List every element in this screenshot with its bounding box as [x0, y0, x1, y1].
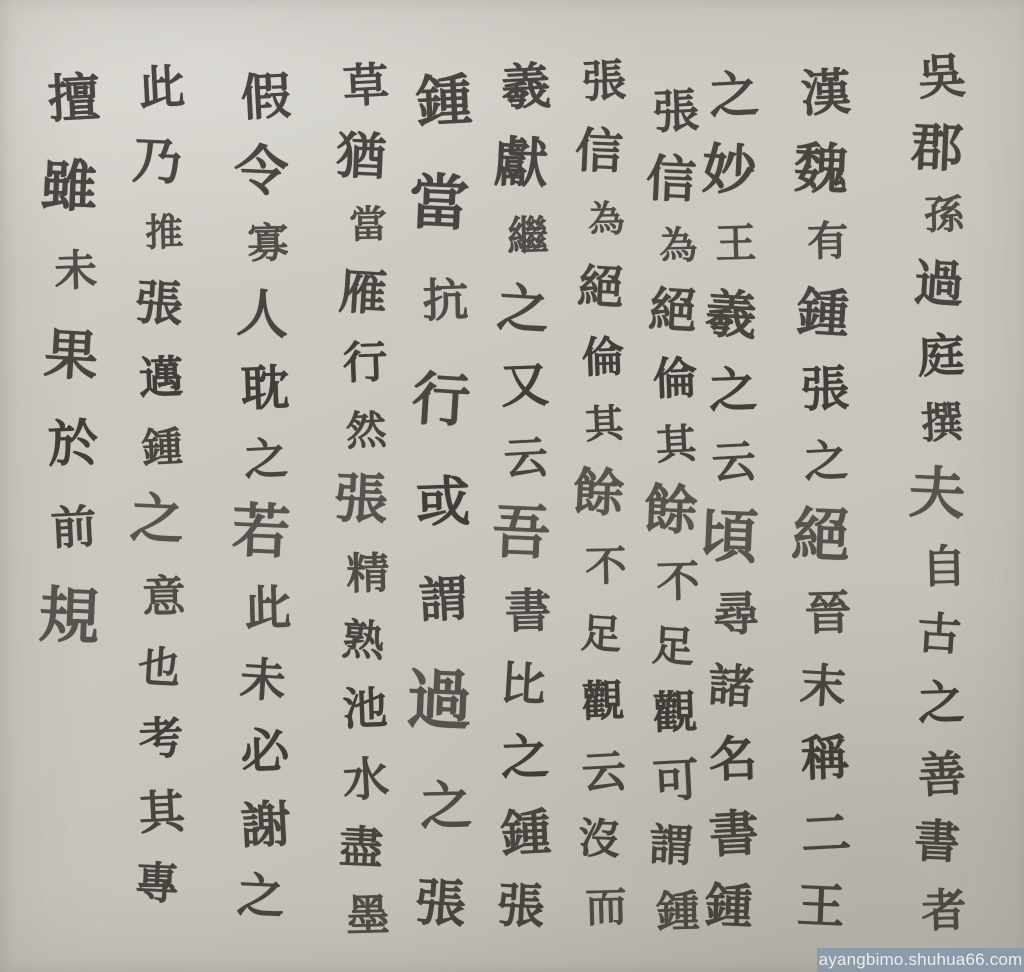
calligraphy-glyph: 過	[912, 253, 966, 315]
calligraphy-glyph: 者	[920, 884, 968, 938]
calligraphy-glyph: 邁	[137, 350, 185, 405]
calligraphy-column-1	[907, 47, 972, 938]
calligraphy-column-10	[128, 59, 192, 910]
calligraphy-column-3	[698, 65, 764, 936]
calligraphy-glyph: 羲	[499, 57, 553, 118]
calligraphy-glyph: 為	[587, 196, 625, 241]
calligraphy-column-5	[570, 53, 634, 932]
calligraphy-glyph: 倫	[651, 352, 699, 407]
calligraphy-column-4	[642, 83, 706, 938]
calligraphy-glyph: 謂	[418, 570, 470, 631]
calligraphy-glyph: 不	[655, 556, 701, 608]
calligraphy-glyph: 之	[236, 867, 286, 926]
calligraphy-glyph: 池	[341, 682, 389, 737]
calligraphy-glyph: 稱	[799, 730, 851, 788]
calligraphy-glyph: 之	[802, 435, 850, 489]
calligraphy-glyph: 規	[37, 578, 101, 653]
calligraphy-glyph: 之	[495, 278, 551, 342]
calligraphy-glyph: 又	[499, 357, 551, 415]
calligraphy-glyph: 張	[496, 877, 546, 936]
calligraphy-glyph: 鍾	[499, 803, 553, 865]
calligraphy-glyph: 考	[137, 712, 185, 766]
calligraphy-glyph: 人	[235, 282, 291, 346]
calligraphy-glyph: 二	[799, 804, 853, 865]
calligraphy-glyph: 擅	[46, 66, 102, 130]
calligraphy-glyph: 云	[710, 436, 758, 490]
calligraphy-glyph: 庭	[916, 327, 966, 384]
calligraphy-glyph: 當	[407, 166, 471, 240]
calligraphy-glyph: 當	[348, 201, 388, 247]
calligraphy-glyph: 足	[579, 608, 623, 659]
calligraphy-glyph: 鍾	[414, 66, 474, 135]
calligraphy-glyph: 猶	[334, 126, 388, 187]
calligraphy-glyph: 謝	[239, 795, 293, 856]
calligraphy-column-9	[230, 67, 296, 926]
calligraphy-glyph: 張	[133, 274, 185, 334]
calligraphy-glyph: 熟	[340, 615, 386, 667]
calligraphy-glyph: 於	[46, 413, 100, 474]
calligraphy-glyph: 之	[128, 487, 186, 553]
calligraphy-glyph: 假	[239, 67, 293, 128]
calligraphy-glyph: 吾	[490, 498, 552, 569]
calligraphy-glyph: 張	[580, 53, 628, 108]
calligraphy-glyph: 觀	[651, 686, 699, 740]
calligraphy-glyph: 郡	[909, 116, 965, 180]
calligraphy-glyph: 不	[584, 541, 628, 591]
calligraphy-glyph: 羲	[703, 284, 759, 348]
calligraphy-glyph: 餘	[642, 478, 700, 544]
calligraphy-glyph: 夫	[907, 459, 967, 528]
calligraphy-glyph: 鍾	[140, 423, 184, 473]
calligraphy-glyph: 盡	[337, 820, 385, 874]
calligraphy-glyph: 可	[651, 753, 701, 810]
calligraphy-glyph: 之	[242, 432, 290, 486]
calligraphy-column-11	[37, 66, 104, 653]
calligraphy-glyph: 繼	[506, 212, 550, 261]
calligraphy-glyph: 墨	[345, 890, 391, 942]
calligraphy-glyph: 信	[644, 149, 698, 211]
calligraphy-glyph: 之	[499, 729, 551, 787]
calligraphy-glyph: 王	[714, 218, 758, 268]
calligraphy-glyph: 令	[232, 139, 290, 205]
calligraphy-glyph: 晉	[803, 586, 853, 642]
calligraphy-glyph: 書	[503, 584, 553, 640]
calligraphy-glyph: 乃	[130, 131, 184, 192]
calligraphy-glyph: 漢	[799, 63, 853, 124]
calligraphy-glyph: 絕	[647, 281, 699, 341]
calligraphy-glyph: 行	[341, 336, 389, 391]
calligraphy-glyph: 張	[332, 467, 390, 533]
calligraphy-glyph: 絕	[790, 500, 852, 572]
calligraphy-glyph: 雖	[39, 152, 99, 221]
calligraphy-glyph: 專	[133, 856, 181, 910]
calligraphy-glyph: 前	[49, 501, 99, 557]
calligraphy-glyph: 水	[341, 752, 391, 809]
calligraphy-glyph: 末	[798, 658, 848, 715]
calligraphy-glyph: 足	[650, 621, 696, 673]
calligraphy-glyph: 為	[658, 222, 698, 268]
calligraphy-glyph: 古	[915, 607, 963, 662]
calligraphy-glyph: 張	[799, 361, 851, 419]
calligraphy-glyph: 鍾	[655, 886, 701, 938]
calligraphy-glyph: 撰	[919, 397, 965, 449]
calligraphy-glyph: 絕	[576, 258, 626, 315]
calligraphy-glyph: 有	[806, 217, 850, 266]
calligraphy-glyph: 之	[707, 65, 761, 126]
calligraphy-glyph: 云	[580, 744, 628, 799]
calligraphy-glyph: 諸	[706, 659, 756, 715]
calligraphy-glyph: 未	[238, 652, 288, 708]
calligraphy-glyph: 書	[707, 804, 761, 865]
calligraphy-glyph: 頃	[698, 501, 760, 572]
calligraphy-glyph: 張	[413, 873, 469, 936]
calligraphy-glyph: 獻	[492, 131, 550, 197]
calligraphy-glyph: 其	[583, 400, 625, 449]
calligraphy-glyph: 或	[414, 469, 472, 535]
calligraphy-column-7	[404, 66, 474, 936]
calligraphy-glyph: 倫	[580, 331, 626, 383]
calligraphy-glyph: 精	[345, 547, 391, 600]
calligraphy-glyph: 名	[707, 730, 759, 789]
calligraphy-glyph: 鍾	[704, 878, 754, 936]
calligraphy-glyph: 行	[409, 364, 473, 436]
calligraphy-glyph: 善	[916, 745, 968, 804]
calligraphy-glyph: 寡	[246, 218, 290, 268]
calligraphy-glyph: 之	[707, 362, 759, 420]
calligraphy-glyph: 過	[404, 661, 474, 740]
calligraphy-glyph: 謂	[647, 819, 695, 873]
calligraphy-glyph: 鍾	[795, 282, 851, 346]
calligraphy-glyph: 王	[796, 877, 846, 936]
calligraphy-glyph: 此	[137, 59, 187, 116]
calligraphy-glyph: 妙	[700, 138, 758, 204]
calligraphy-glyph: 吳	[916, 47, 968, 106]
calligraphy-glyph: 魏	[792, 137, 850, 202]
calligraphy-glyph: 而	[584, 881, 628, 932]
calligraphy-glyph: 未	[53, 245, 99, 297]
calligraphy-glyph: 然	[344, 405, 388, 456]
calligraphy-glyph: 意	[141, 571, 187, 623]
calligraphy-glyph: 書	[913, 814, 962, 870]
calligraphy-column-2	[790, 63, 856, 936]
calligraphy-glyph: 自	[920, 540, 968, 594]
calligraphy-glyph: 信	[573, 122, 625, 181]
calligraphy-glyph: 觀	[580, 675, 626, 728]
calligraphy-glyph: 雁	[337, 263, 389, 322]
watermark-label: ayangbimo.shuhua66.com	[817, 948, 1024, 972]
calligraphy-glyph: 其	[654, 419, 698, 469]
calligraphy-glyph: 也	[136, 641, 182, 694]
calligraphy-glyph: 若	[230, 497, 292, 568]
calligraphy-glyph: 其	[137, 784, 187, 841]
calligraphy-glyph: 耽	[239, 360, 291, 418]
calligraphy-glyph: 孫	[923, 192, 965, 240]
calligraphy-glyph: 沒	[576, 813, 622, 865]
calligraphy-glyph: 必	[239, 722, 291, 781]
calligraphy-glyph: 之	[916, 675, 966, 732]
calligraphy-glyph: 之	[419, 774, 473, 838]
calligraphy-glyph: 推	[144, 209, 184, 255]
calligraphy-glyph: 尋	[711, 587, 761, 643]
calligraphy-column-6	[490, 57, 556, 936]
calligraphy-glyph: 抗	[422, 274, 470, 329]
calligraphy-glyph: 張	[651, 83, 701, 140]
calligraphy-column-8	[332, 57, 396, 942]
calligraphy-glyph: 草	[341, 57, 391, 114]
calligraphy-glyph: 云	[502, 431, 550, 486]
calligraphy-glyph: 餘	[571, 461, 627, 525]
calligraphy-glyph: 果	[42, 322, 100, 389]
calligraphy-glyph: 比	[498, 656, 548, 713]
calligraphy-glyph: 此	[243, 581, 293, 637]
